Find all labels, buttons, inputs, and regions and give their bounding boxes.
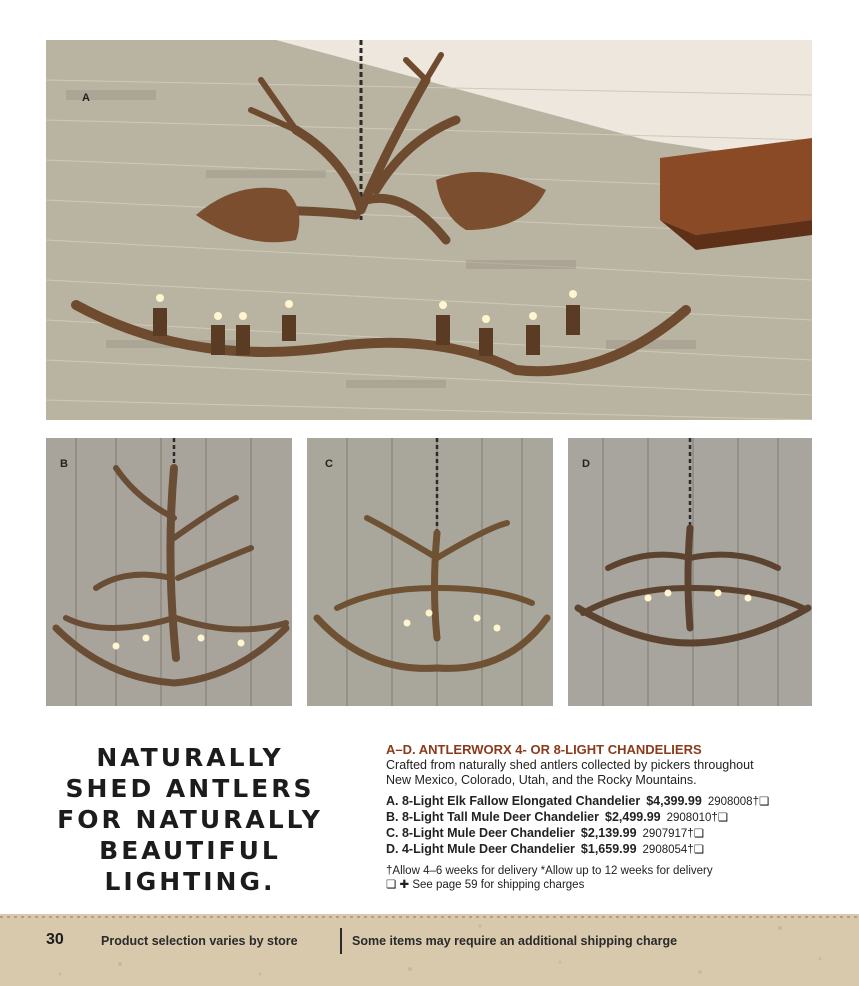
- headline-line-1: NATURALLY: [96, 743, 284, 772]
- product-name: C. 8-Light Mule Deer Chandelier: [386, 826, 575, 840]
- headline-line-4: BEAUTIFUL: [99, 836, 281, 865]
- description-line-2: New Mexico, Colorado, Utah, and the Rocky Mountains.: [386, 773, 697, 787]
- product-item: [386, 810, 806, 826]
- photo-chandelier-b: [46, 438, 292, 706]
- product-sku: 2908008†❏: [707, 796, 770, 808]
- chandelier-c-illustration: [307, 438, 553, 706]
- photo-chandelier-a: [46, 40, 812, 420]
- photo-label-d: D: [582, 458, 590, 470]
- page-footer: [0, 914, 859, 986]
- product-sku: 2908054†❏: [642, 844, 705, 856]
- delivery-notes: [386, 864, 806, 892]
- headline-line-3: FOR NATURALLY: [57, 805, 323, 834]
- product-name: B. 8-Light Tall Mule Deer Chandelier: [386, 810, 599, 824]
- product-price: $1,659.99: [580, 842, 637, 856]
- product-price: $2,499.99: [605, 810, 661, 824]
- product-sku: 2907917†❏: [642, 828, 705, 840]
- product-description: [386, 758, 806, 788]
- description-line-1: Crafted from naturally shed antlers collected by pickers throughout: [386, 758, 754, 772]
- chandelier-d-illustration: [568, 438, 812, 706]
- product-price: $4,399.99: [646, 794, 702, 808]
- photo-label-c: C: [325, 458, 333, 470]
- photo-chandelier-d: [568, 438, 812, 706]
- headline: [40, 742, 340, 897]
- chandelier-b-illustration: [46, 438, 292, 706]
- product-title: A–D. ANTLERWORX 4- OR 8-LIGHT CHANDELIERS: [386, 742, 702, 757]
- chandelier-a-illustration: [46, 40, 812, 420]
- headline-line-2: SHED ANTLERS: [65, 774, 315, 803]
- product-name: D. 4-Light Mule Deer Chandelier: [386, 842, 575, 856]
- product-sku: 2908010†❏: [666, 812, 729, 824]
- product-price: $2,139.99: [580, 826, 637, 840]
- product-name: A. 8-Light Elk Fallow Elongated Chandelier: [386, 794, 641, 808]
- page-number: 30: [46, 931, 64, 948]
- product-item: [386, 842, 806, 858]
- delivery-note-1: †Allow 4–6 weeks for delivery *Allow up to 12 weeks for delivery: [386, 865, 713, 877]
- photo-label-a: A: [82, 92, 90, 104]
- photo-chandelier-c: [307, 438, 553, 706]
- product-details: [386, 742, 806, 892]
- footer-disclaimer-store: Product selection varies by store: [101, 934, 298, 948]
- footer-divider: [340, 928, 342, 954]
- headline-line-5: LIGHTING.: [104, 867, 276, 896]
- photo-label-b: B: [60, 458, 68, 470]
- delivery-note-2: ❏ ✚ See page 59 for shipping charges: [386, 879, 585, 891]
- product-item: [386, 826, 806, 842]
- product-item: [386, 794, 806, 810]
- product-list: [386, 794, 806, 858]
- footer-texture: [0, 914, 859, 986]
- footer-disclaimer-shipping: Some items may require an additional shipping charge: [352, 934, 678, 948]
